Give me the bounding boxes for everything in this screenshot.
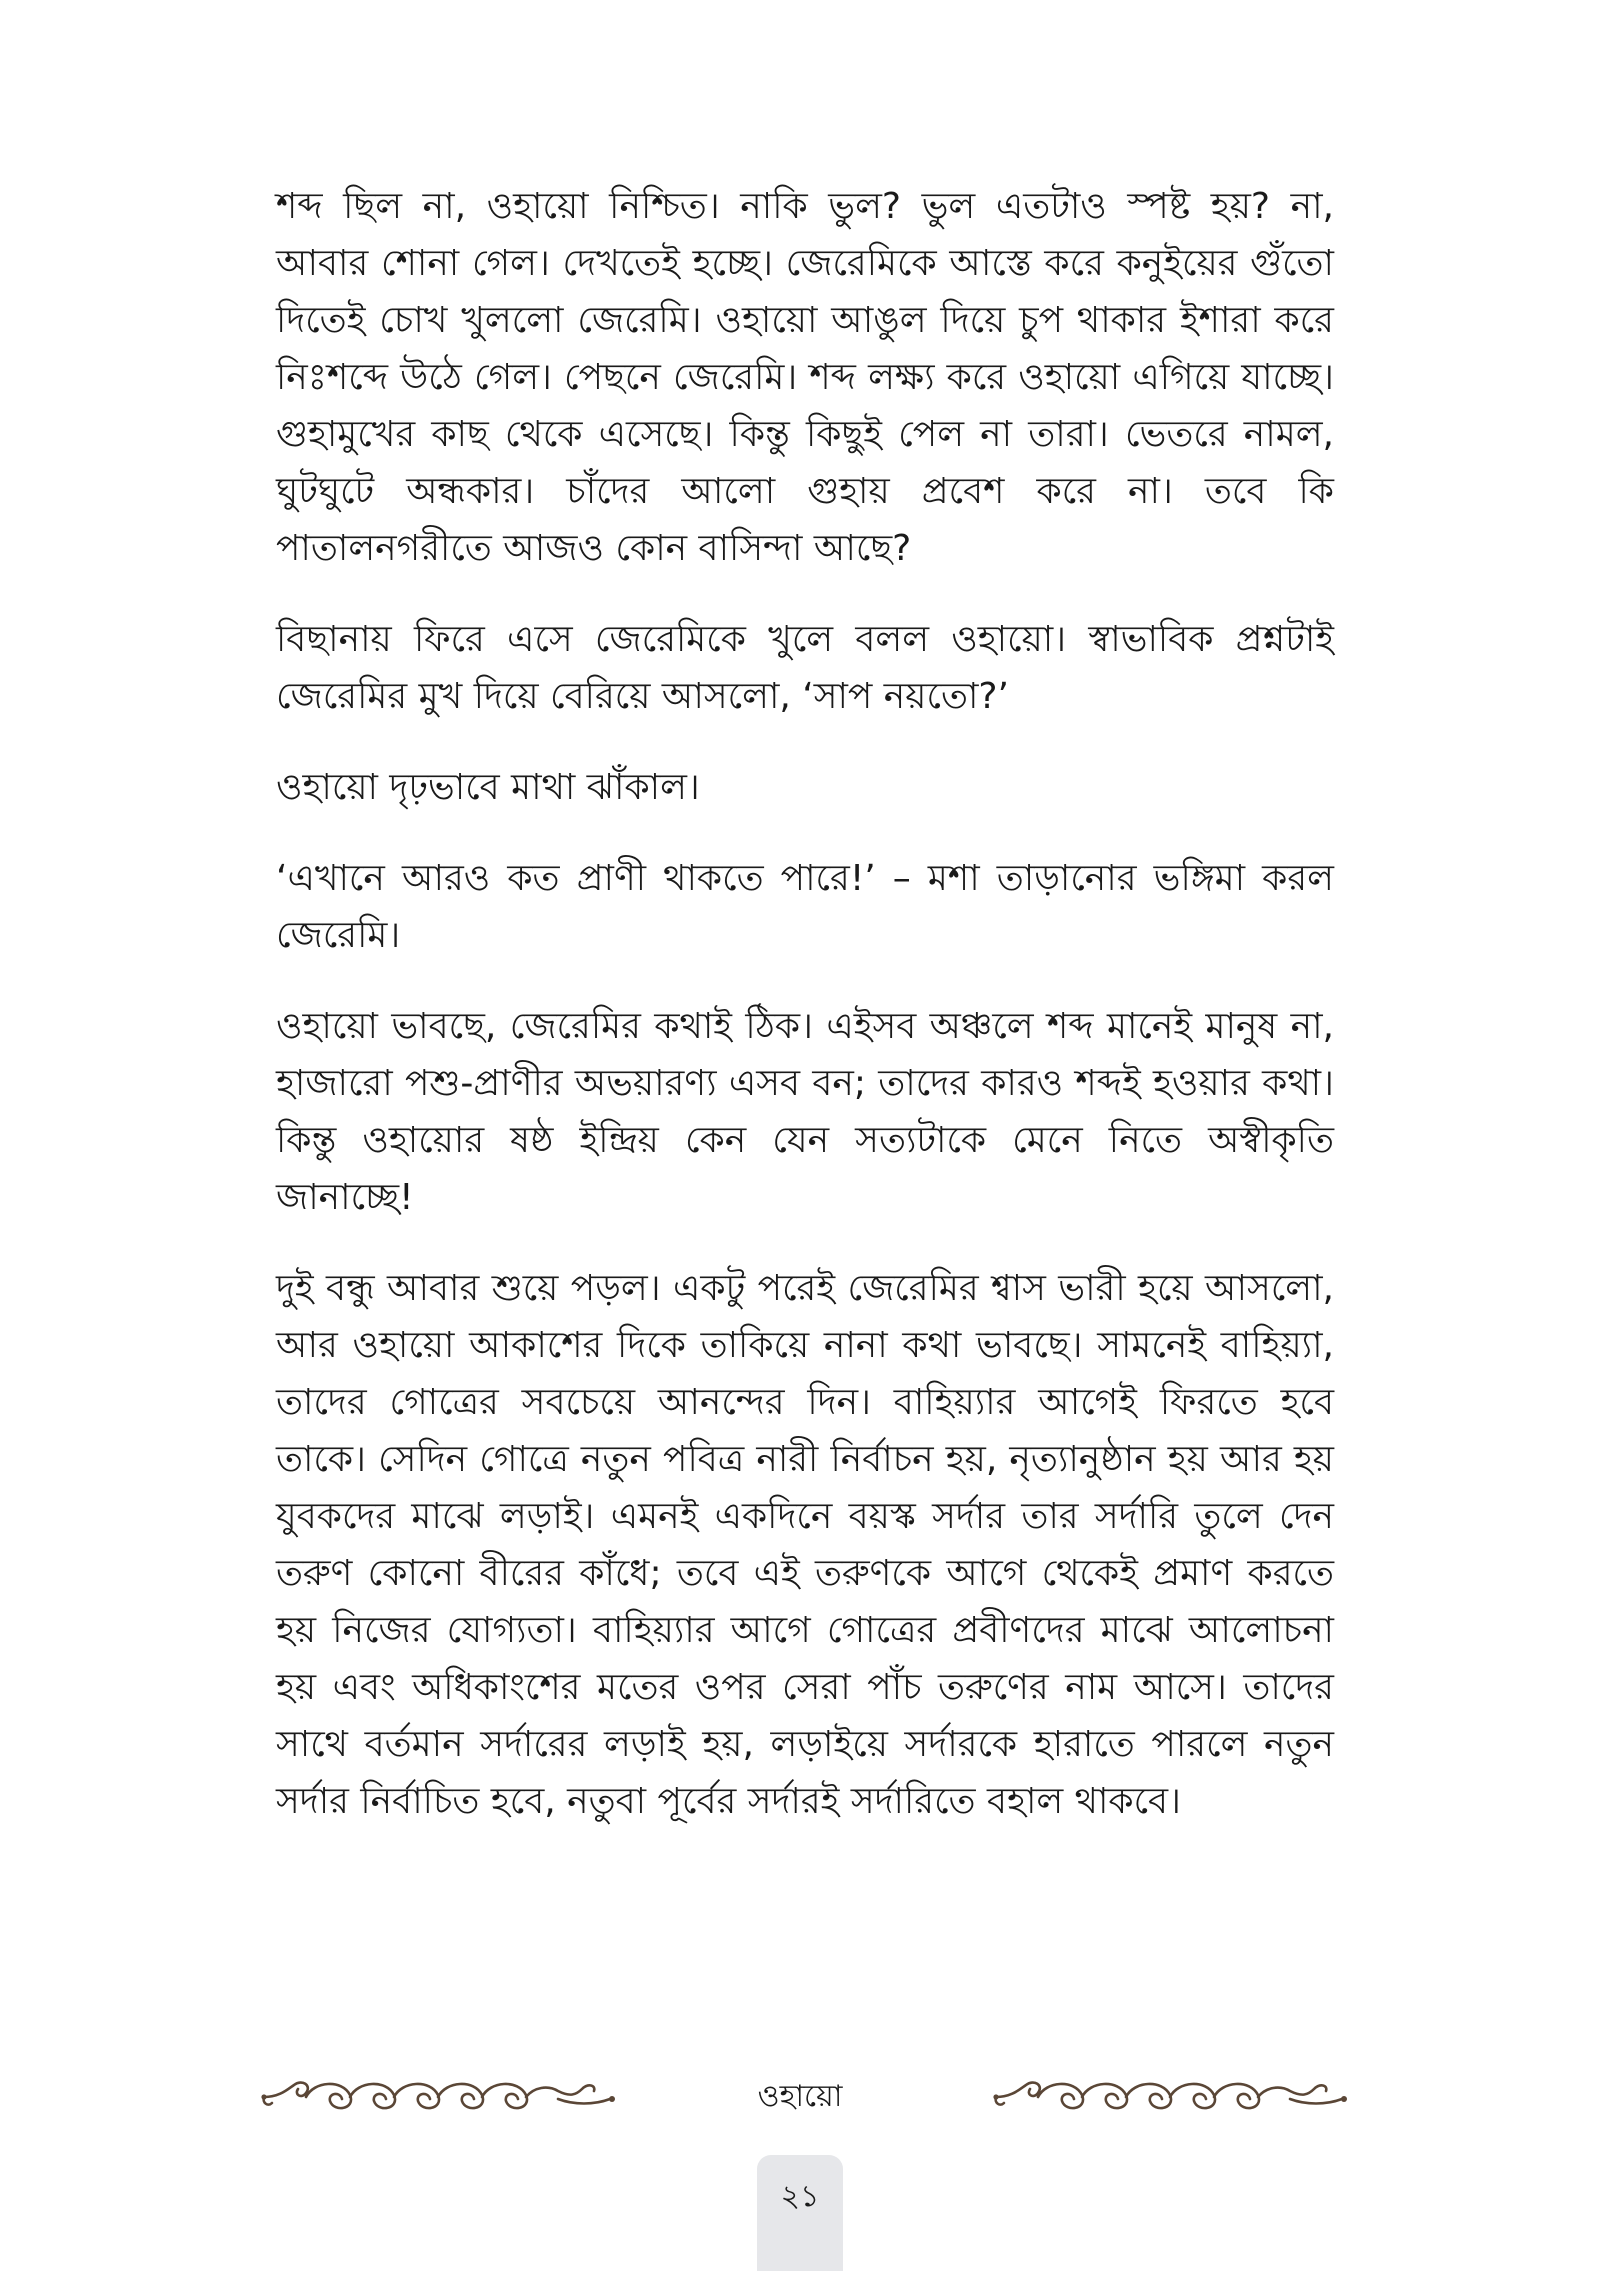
body-text xyxy=(276,178,1334,1864)
scroll-flourish-icon xyxy=(258,2055,618,2135)
page-number-tab xyxy=(757,2155,843,2271)
paragraph: ওহায়ো দৃঢ়ভাবে মাথা ঝাঁকাল। xyxy=(276,767,700,808)
running-title: ওহায়ো xyxy=(757,2079,843,2114)
paragraph: দুই বন্ধু আবার শুয়ে পড়ল। একটু পরেই জেরেমির শ্বাস ভারী হয়ে আসলো, আর ওহায়ো আকাশের দিকে তাকিয়ে নানা কথা ভাবছে। সামনেই বাহিয়্যা, তাদের গোত্রের সবচেয়ে আনন্দের দিন। বাহিয়্যার আগেই ফিরতে হবে তাকে। সেদিন গোত্রে নতুন পবিত্র নারী নির্বাচন হয়, নৃত্যানুষ্ঠান হয় আর হয় যুবকদের মাঝে লড়াই। এমনই একদিনে বয়স্ক সর্দার তার সর্দারি তুলে দেন তরুণ কোনো বীরের কাঁধে; তবে এই তরুণকে আগে থেকেই প্রমাণ করতে হয় নিজের যোগ্যতা। বাহিয়্যার আগে গোত্রের প্রবীণদের মাঝে আলোচনা হয় এবং অধিকাংশের মতের ওপর সেরা পাঁচ তরুণের নাম আসে। তাদের সাথে বর্তমান সর্দারের লড়াই হয়, লড়াইয়ে সর্দারকে হারাতে পারলে নতুন সর্দার নির্বাচিত হবে, নতুবা পূর্বের সর্দারই সর্দারিতে বহাল থাকবে। xyxy=(276,1268,1334,1822)
paragraph: ওহায়ো ভাবছে, জেরেমির কথাই ঠিক। এইসব অঞ্চলে শব্দ মানেই মানুষ না, হাজারো পশু-প্রাণীর অভয়ারণ্য এসব বন; তাদের কারও শব্দই হওয়ার কথা। কিন্তু ওহায়োর ষষ্ঠ ইন্দ্রিয় কেন যেন সত্যটাকে মেনে নিতে অস্বীকৃতি জানাচ্ছে! xyxy=(276,1006,1334,1218)
scroll-flourish-icon xyxy=(990,2055,1350,2135)
paragraph: ‘এখানে আরও কত প্রাণী থাকতে পারে!’ – মশা তাড়ানোর ভঙ্গিমা করল জেরেমি। xyxy=(276,858,1334,956)
page-number: ২১ xyxy=(780,2179,820,2214)
paragraph: বিছানায় ফিরে এসে জেরেমিকে খুলে বলল ওহায়ো। স্বাভাবিক প্রশ্নটাই জেরেমির মুখ দিয়ে বেরিয়ে আসলো, ‘সাপ নয়তো?’ xyxy=(276,619,1334,717)
paragraph: শব্দ ছিল না, ওহায়ো নিশ্চিত। নাকি ভুল? ভুল এতটাও স্পষ্ট হয়? না, আবার শোনা গেল। দেখতেই হচ্ছে। জেরেমিকে আস্তে করে কনুইয়ের গুঁতো দিতেই চোখ খুললো জেরেমি। ওহায়ো আঙুল দিয়ে চুপ থাকার ইশারা করে নিঃশব্দে উঠে গেল। পেছনে জেরেমি। শব্দ লক্ষ্য করে ওহায়ো এগিয়ে যাচ্ছে। গুহামুখের কাছ থেকে এসেছে। কিন্তু কিছুই পেল না তারা। ভেতরে নামল, ঘুটঘুটে অন্ধকার। চাঁদের আলো গুহায় প্রবেশ করে না। তবে কি পাতালনগরীতে আজও কোন বাসিন্দা আছে? xyxy=(276,186,1334,569)
page-footer xyxy=(0,2055,1600,2135)
